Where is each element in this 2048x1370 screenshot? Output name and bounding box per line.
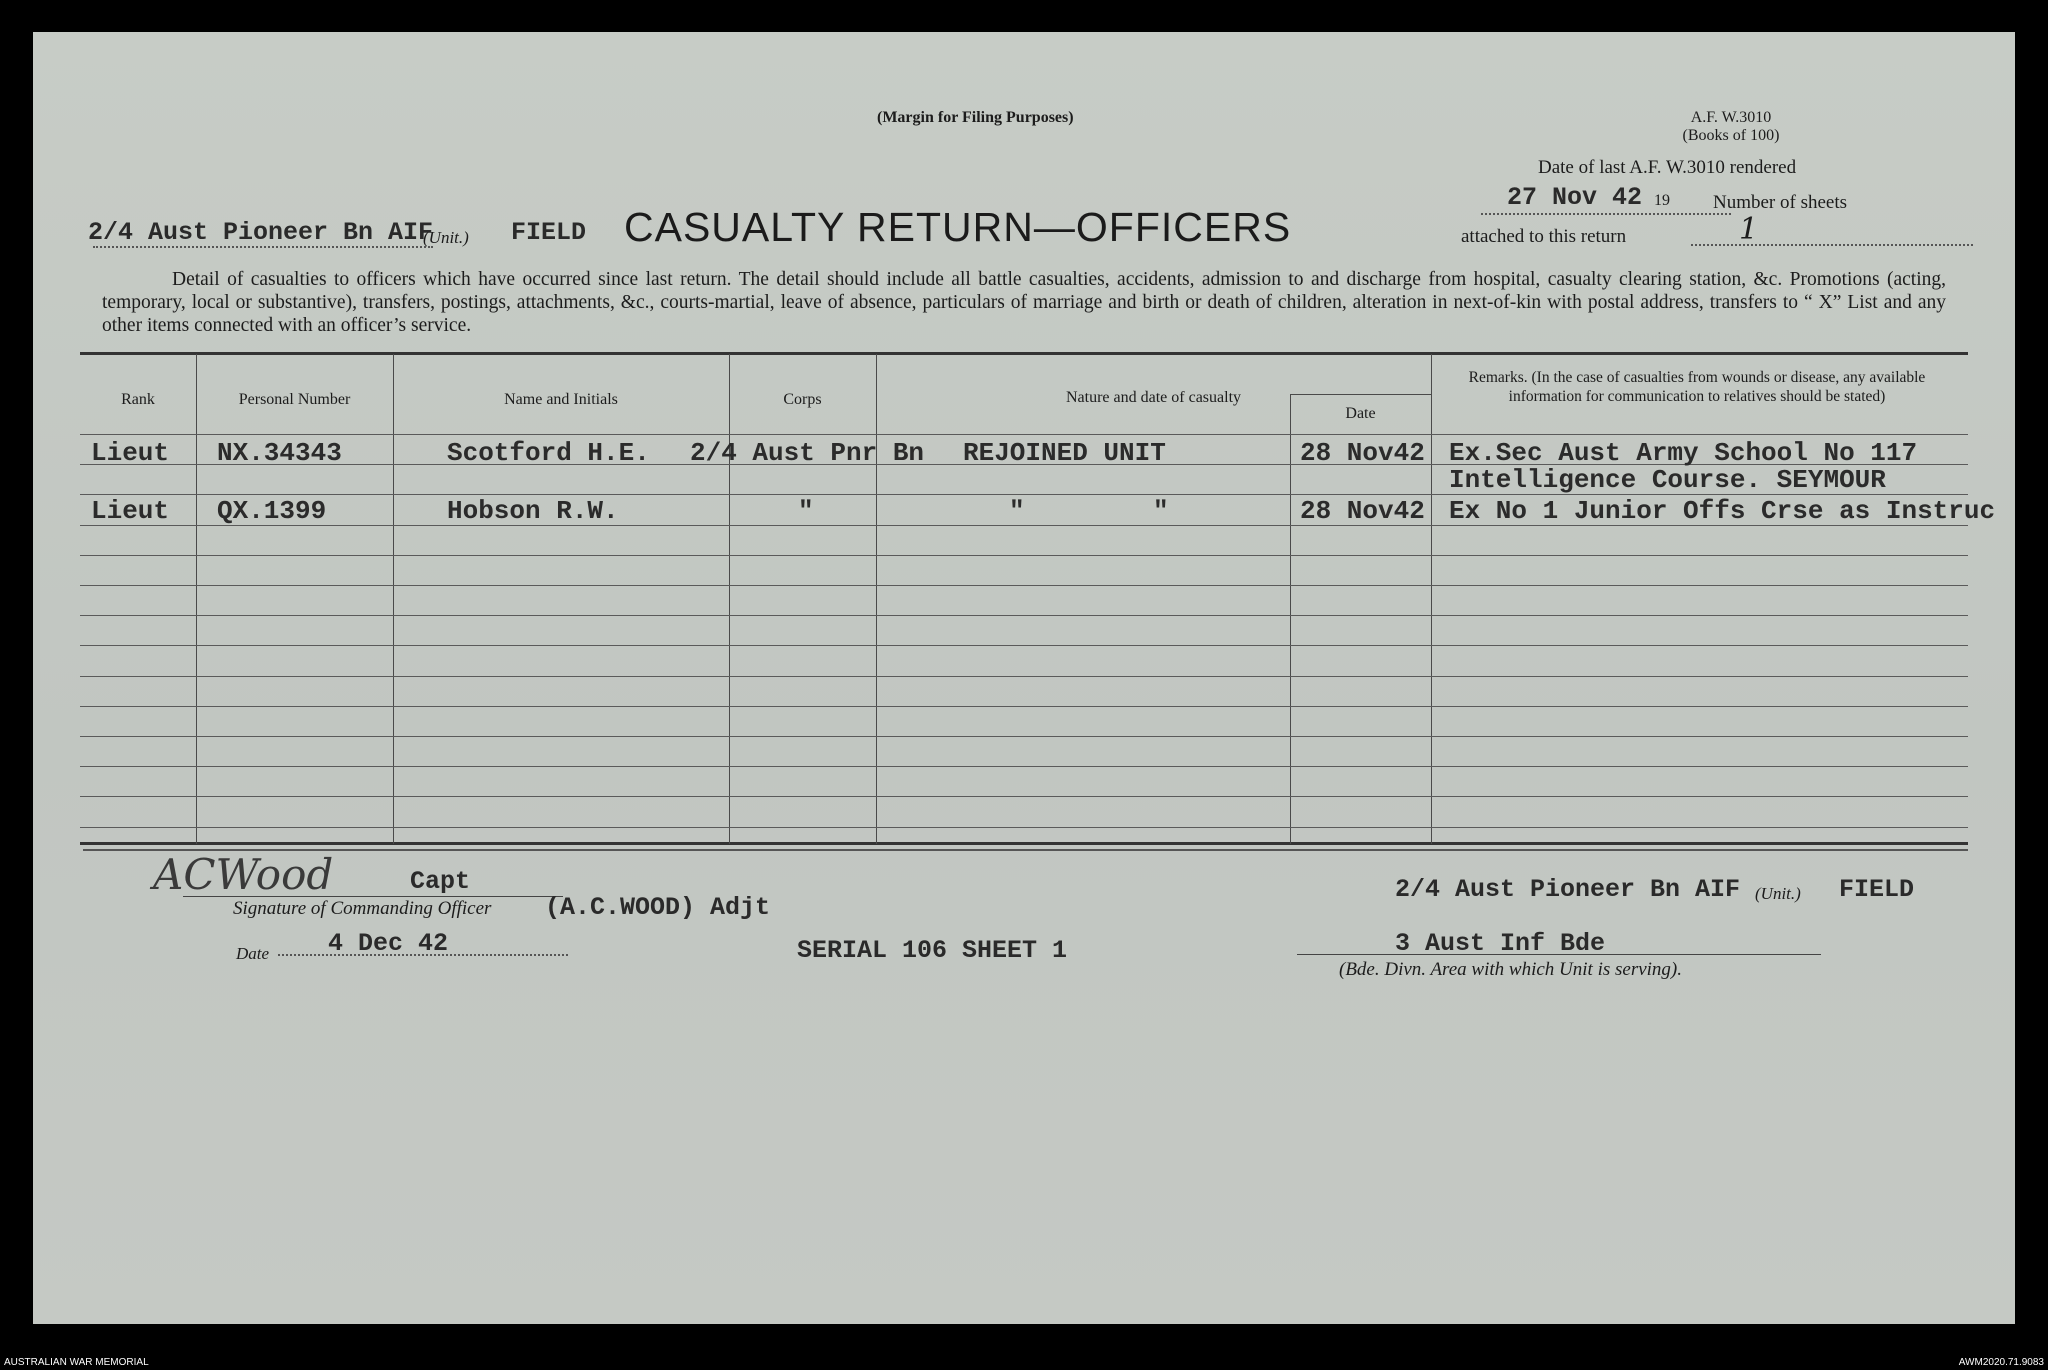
sheets-label: Number of sheets: [1713, 192, 1848, 213]
table-rule: [80, 434, 1968, 435]
attached-label: attached to this return: [1461, 226, 1627, 247]
col-divider: [393, 354, 394, 844]
brigade-label: (Bde. Divn. Area with which Unit is serving).: [1339, 959, 1683, 980]
header-corps: Corps: [783, 391, 822, 408]
table-rule: [80, 555, 1968, 556]
row-rank: Lieut: [91, 438, 170, 468]
signer-rank: Capt: [410, 867, 471, 896]
header-name: Name and Initials: [504, 391, 618, 408]
signer-name: (A.C.WOOD) Adjt: [545, 893, 771, 922]
row-nature: ": [1009, 496, 1025, 526]
serial-sheet: SERIAL 106 SHEET 1: [797, 936, 1068, 965]
table-rule: [80, 827, 1968, 828]
brigade-line: [1297, 954, 1821, 955]
row-personal-number: NX.34343: [217, 438, 342, 468]
form-page: [33, 32, 2015, 1324]
signature-line: [183, 896, 563, 897]
brigade-value: 3 Aust Inf Bde: [1395, 929, 1606, 958]
signed-date: 4 Dec 42: [328, 929, 449, 958]
table-rule: [80, 585, 1968, 586]
table-rule: [80, 736, 1968, 737]
date-last-label: Date of last A.F. W.3010 rendered: [1538, 157, 1797, 178]
footer-unit-value: 2/4 Aust Pioneer Bn AIF: [1395, 875, 1741, 904]
col-divider: [876, 354, 877, 844]
header-rank: Rank: [121, 391, 155, 408]
row-date: 28 Nov42: [1300, 496, 1425, 526]
header-remarks: Remarks. (In the case of casualties from wounds or disease, any available information for communication to relatives should be stated): [1468, 369, 1926, 405]
unit-field: [93, 246, 433, 248]
header-nature: Nature and date of casualty: [1065, 389, 1242, 406]
signature-label: Signature of Commanding Officer: [233, 898, 492, 919]
date-last-value: 27 Nov 42: [1507, 183, 1643, 212]
header-date: Date: [1345, 405, 1376, 422]
signature-rule: [83, 849, 1968, 851]
margin-note: (Margin for Filing Purposes): [877, 109, 1074, 126]
sheets-value: 1: [1739, 212, 1759, 247]
unit-label: (Unit.): [423, 228, 469, 247]
row-corps: 2/4 Aust Pnr Bn: [690, 438, 925, 468]
row-remarks-cont: Intelligence Course. SEYMOUR: [1449, 465, 1886, 495]
row-remarks: Ex.Sec Aust Army School No 117: [1449, 438, 1918, 468]
table-top-rule: [80, 352, 1968, 355]
table-rule: [80, 706, 1968, 707]
unit-value: 2/4 Aust Pioneer Bn AIF: [88, 218, 434, 247]
row-corps: ": [798, 496, 814, 526]
col-divider: [729, 354, 730, 844]
row-name: Scotford H.E.: [447, 438, 650, 468]
date-label: Date: [236, 944, 270, 963]
signature: ACWood: [153, 850, 334, 899]
row-remarks: Ex No 1 Junior Offs Crse as Instruc: [1449, 496, 1996, 526]
col-divider: [1431, 354, 1432, 844]
row-personal-number: QX.1399: [217, 496, 327, 526]
date-field: [278, 954, 568, 956]
col-divider: [196, 354, 197, 844]
row-date: 28 Nov42: [1300, 438, 1425, 468]
form-code: A.F. W.3010: [1690, 109, 1772, 126]
books-note: (Books of 100): [1682, 127, 1780, 144]
page-title: CASUALTY RETURN—OFFICERS: [624, 204, 1292, 250]
table-rule: [80, 615, 1968, 616]
date-last-field: [1481, 183, 1731, 215]
table-rule: [80, 676, 1968, 677]
footer-unit-suffix: FIELD: [1839, 875, 1915, 904]
table-rule: [80, 796, 1968, 797]
header-personal-number: Personal Number: [238, 391, 351, 408]
unit-suffix: FIELD: [511, 218, 587, 247]
sheets-field: [1691, 244, 1973, 246]
year-prefix: 19: [1654, 192, 1670, 209]
row-nature-date: ": [1153, 496, 1169, 526]
archive-reference: AWM2020.71.9083: [1958, 1357, 2044, 1368]
col-divider: [1290, 394, 1291, 844]
detail-instructions: Detail of casualties to officers which have occurred since last return. The detail should include all battle casualties, accidents, admission to and discharge from hospital, casualty clearing station, &c. Promotions (acting, temporary, local or substantive), transfers, postings, attachments, &c., courts-martial, leave of absence, particulars of marriage and birth or death of children, alteration in next-of-kin with postal address, transfers to “ X” List and any other items connected with an officer’s service.: [102, 269, 1946, 336]
table-bottom-rule: [80, 842, 1968, 845]
table-rule: [80, 645, 1968, 646]
archive-credit: AUSTRALIAN WAR MEMORIAL: [4, 1357, 149, 1368]
row-name: Hobson R.W.: [447, 496, 619, 526]
row-nature: REJOINED UNIT: [963, 438, 1166, 468]
table-rule: [80, 766, 1968, 767]
footer-unit-label: (Unit.): [1755, 884, 1801, 903]
row-rank: Lieut: [91, 496, 170, 526]
